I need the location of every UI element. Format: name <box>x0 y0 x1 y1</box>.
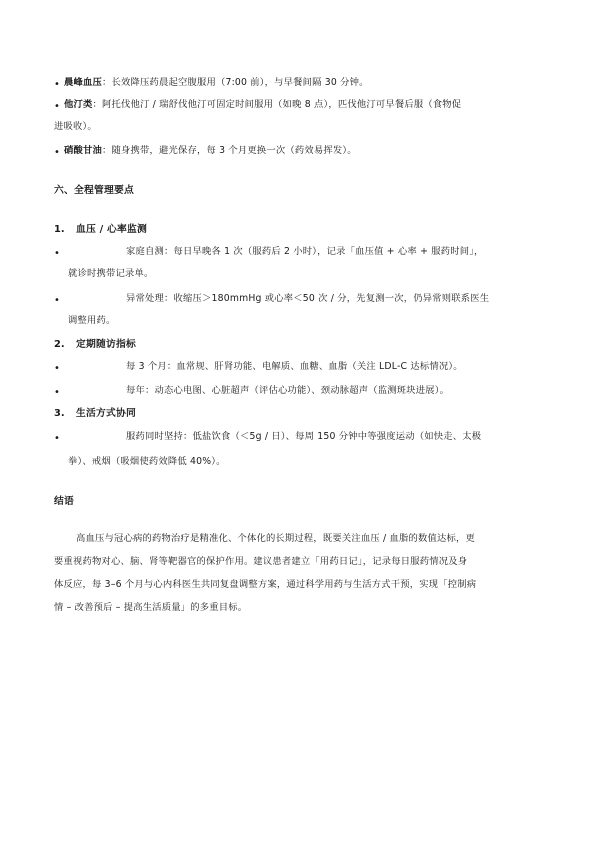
bullet-icon: • <box>54 295 60 306</box>
paragraph-line: 要重视药物对心、脑、肾等靶器官的保护作用。建议患者建立「用药日记」，记录每日服药情况及身 <box>54 556 468 567</box>
list-item: 家庭自测：每日早晚各 1 次（服药后 2 小时），记录「血压值 + 心率 + 服药时间」， <box>126 246 484 257</box>
item-text: ：阿托伐他汀 / 瑞舒伐他汀可固定时间服用（如晚 8 点），匹伐他汀可早餐后服（食物促 <box>92 99 462 110</box>
paragraph-line: 情 – 改善预后 – 提高生活质量」的多重目标。 <box>54 602 248 613</box>
list-item: 每 3 个月：血常规、肝肾功能、电解质、血糖、血脂（关注 LDL-C 达标情况）。 <box>126 361 463 372</box>
subsection-number: 1. <box>54 224 65 235</box>
list-item-morning-bp <box>64 72 564 93</box>
paragraph-line: 体反应，每 3–6 个月与心内科医生共同复盘调整方案，通过科学用药与生活方式干预，实现「控制病 <box>54 579 477 590</box>
list-item: 服药同时坚持：低盐饮食（＜5g / 日）、每周 150 分钟中等强度运动（如快走、太极 <box>126 431 482 442</box>
item-text: ：长效降压药晨起空腹服用（7:00 前），与早餐间隔 30 分钟。 <box>102 77 369 88</box>
section-heading: 六、全程管理要点 <box>54 185 134 196</box>
item-label: 晨峰血压 <box>64 77 102 88</box>
list-item-nitroglycerin <box>64 140 564 161</box>
subsection-title: 血压 / 心率监测 <box>76 224 147 235</box>
paragraph-line: 高血压与冠心病的药物治疗是精准化、个体化的长期过程，既要关注血压 / 血脂的数值达标，更 <box>76 533 476 544</box>
list-item: 异常处理：收缩压＞180mmHg 或心率＜50 次 / 分，先复测一次，仍异常则联系医生 <box>126 293 490 304</box>
subsection-number: 2. <box>54 339 65 350</box>
item-text: ：随身携带，避光保存，每 3 个月更换一次（药效易挥发）。 <box>102 145 357 156</box>
list-item-continued: 就诊时携带记录单。 <box>68 268 154 279</box>
bullet-icon: • <box>54 101 60 112</box>
subsection-title: 生活方式协同 <box>76 408 136 419</box>
subsection-number: 3. <box>54 408 65 419</box>
item-label: 他汀类 <box>64 99 93 110</box>
bullet-icon: • <box>54 433 60 444</box>
list-item-continued: 拳）、戒烟（吸烟使药效降低 40%）。 <box>68 456 226 467</box>
item-label: 硝酸甘油 <box>64 145 102 156</box>
conclusion-heading: 结语 <box>54 496 74 507</box>
bullet-icon: • <box>54 248 60 259</box>
item-text-continued: 进吸收）。 <box>54 121 97 132</box>
bullet-icon: • <box>54 363 60 374</box>
bullet-icon: • <box>54 79 60 90</box>
list-item-statins <box>64 94 564 115</box>
bullet-icon: • <box>54 387 60 398</box>
subsection-title: 定期随访指标 <box>76 339 136 350</box>
list-item-continued: 调整用药。 <box>68 315 116 326</box>
bullet-icon: • <box>54 147 60 158</box>
list-item: 每年：动态心电图、心脏超声（评估心功能）、颈动脉超声（监测斑块进展）。 <box>126 385 450 396</box>
